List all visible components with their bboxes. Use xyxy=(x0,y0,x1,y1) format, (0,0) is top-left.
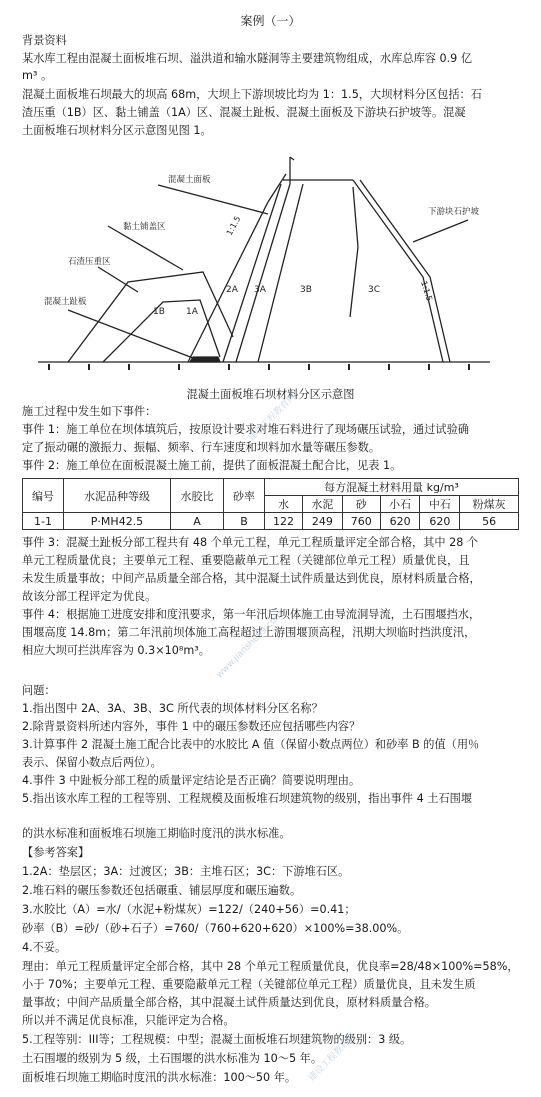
table-header: 水胶比 xyxy=(171,479,224,513)
answer-line: 2.堆石料的碾压参数还包括碾重、铺层厚度和碾压遍数。 xyxy=(22,884,302,897)
table-cell: 760 xyxy=(342,513,380,530)
question-line: 2.除背景资料所述内容外，事件 1 中的碾压参数还应包括哪些内容？ xyxy=(22,720,361,733)
table-cell: 56 xyxy=(460,513,519,530)
answer-line: 所以并不满足优良标准，只能评定为合格。 xyxy=(22,1014,235,1027)
question-line: 表示、保留小数点后两位）。 xyxy=(22,756,162,769)
background-line: m³ 。 xyxy=(22,69,53,82)
event-3-line: 单元工程质量优良；主要单元工程、重要隐蔽单元工程（关键部位单元工程）质量优良，且 xyxy=(22,554,470,567)
label-concrete-face: 混凝土面板 xyxy=(168,175,211,185)
answer-line: 4.不妥。 xyxy=(22,941,67,954)
table-subheader: 中石 xyxy=(420,496,460,513)
event-4-line: 相应大坝可拦洪库容为 0.3×10⁸m³。 xyxy=(22,644,210,657)
zone-3a: 3A xyxy=(254,285,266,295)
zone-3b: 3B xyxy=(300,285,312,295)
answer-line: 砂率（B）=砂/（砂+石子）=760/（760+620+620）×100%=38.00%。 xyxy=(22,922,409,935)
slope-downstream: 1:1.5 xyxy=(419,279,434,303)
event-4-line: 事件 4：根据施工进度安排和度汛要求，第一年汛后坝体施工由导流洞导流，土石围堰挡水， xyxy=(22,608,481,621)
zone-1a: 1A xyxy=(186,307,198,317)
label-ballast: 石渣压重区 xyxy=(68,257,111,267)
table-cell: 249 xyxy=(303,513,343,530)
background-line: 某水库工程由混凝土面板堆石坝、溢洪道和输水隧洞等主要建筑物组成，水库总库容 0.9 亿 xyxy=(22,52,473,65)
table-subheader: 小石 xyxy=(380,496,420,513)
table-cell: 1-1 xyxy=(23,513,64,530)
answer-line: 量事故；中间产品质量全部合格，其中混凝土试件质量达到优良，原材料质量合格。 xyxy=(22,996,436,1009)
background-line: 混凝土面板堆石坝最大的坝高 68m，大坝上下游坝坡比均为 1：1.5，大坝材料分区包括：石 xyxy=(22,88,482,101)
event-3-line: 未发生质量事故；中间产品质量全部合格，其中混凝土试件质量达到优良，原材料质量合格， xyxy=(22,572,481,585)
background-heading: 背景资料 xyxy=(22,34,67,47)
answer-line: 小于 70%；主要单元工程、重要隐蔽单元工程（关键部位单元工程）质量优良，且未发生质 xyxy=(22,978,476,991)
figure-caption: 混凝土面板堆石坝材料分区示意图 xyxy=(186,388,355,401)
table-cell: 620 xyxy=(380,513,420,530)
question-line: 4.事件 3 中趾板分部工程的质量评定结论是否正确？简要说明理由。 xyxy=(22,774,361,787)
table-header: 砂率 xyxy=(224,479,265,513)
question-line: 5.指出该水库工程的工程等别、工程规模及面板堆石坝建筑物的级别，指出事件 4 土石围堰 xyxy=(22,792,473,805)
label-riprap: 下游块石护坡 xyxy=(428,207,480,217)
table-cell: P·MH42.5 xyxy=(64,513,171,530)
table-subheader: 水泥 xyxy=(303,496,343,513)
zone-2a: 2A xyxy=(226,285,238,295)
event-3-line: 故该分部工程评定为优良。 xyxy=(22,590,157,603)
watermark: 建设工程教育网 xyxy=(306,1031,359,1084)
zone-1b: 1B xyxy=(153,307,165,317)
answer-line: 面板堆石坝施工期临时度汛的洪水标准：100～50 年。 xyxy=(22,1071,297,1084)
event-1-line: 事件 1：施工单位在坝体填筑后，按原设计要求对堆石料进行了现场碾压试验，通过试验确 xyxy=(22,423,469,436)
table-cell: 620 xyxy=(420,513,460,530)
answer-line: 1.2A：垫层区；3A：过渡区；3B：主堆石区；3C：下游堆石区。 xyxy=(22,865,350,878)
zone-3c: 3C xyxy=(368,285,381,295)
event-1-line: 定了振动碾的激振力、振幅、频率、行车速度和坝料加水量等碾压参数。 xyxy=(22,441,381,454)
events-intro: 施工过程中发生如下事件： xyxy=(22,405,157,418)
dam-section-diagram xyxy=(28,152,498,377)
table-group-header: 每方混凝土材料用量 kg/m³ xyxy=(265,479,519,496)
page-title: 案例（一） xyxy=(240,14,301,28)
table-subheader: 水 xyxy=(265,496,303,513)
table-cell: B xyxy=(224,513,265,530)
watermark: www.jianshe99.com xyxy=(214,609,286,681)
background-line: 渣压重（1B）区、黏土铺盖（1A）区、混凝土趾板、混凝土面板及下游块石护坡等。混凝 xyxy=(22,106,466,119)
table-cell: A xyxy=(171,513,224,530)
answer-line: 3.水胶比（A）=水/（水泥+粉煤灰）=122/（240+56）=0.41； xyxy=(22,903,356,916)
answers-heading: 【参考答案】 xyxy=(22,846,90,859)
question-line: 的洪水标准和面板堆石坝施工期临时度汛的洪水标准。 xyxy=(22,827,291,840)
answer-line: 5.工程等别：III等；工程规模：中型；混凝土面板堆石坝建筑物的级别：3 级。 xyxy=(22,1033,412,1046)
table-cell: 122 xyxy=(265,513,303,530)
answer-line: 理由：单元工程质量评定全部合格，其中 28 个单元工程质量优良，优良率=28/48×100%=58%， xyxy=(22,960,519,973)
watermark: 建设工程教育网 xyxy=(246,391,299,444)
slope-upstream: 1:1.5 xyxy=(224,214,243,237)
question-line: 3.计算事件 2 混凝土施工配合比表中的水胶比 A 值（保留小数点两位）和砂率 B 的值（用％ xyxy=(22,738,480,751)
background-line: 土面板堆石坝材料分区示意图见图 1。 xyxy=(22,124,212,137)
question-line: 1.指出图中 2A、3A、3B、3C 所代表的坝体材料分区名称？ xyxy=(22,702,323,715)
event-2-line: 事件 2：施工单位在面板混凝土施工前，提供了面板混凝土配合比，见表 1。 xyxy=(22,459,402,472)
label-clay-blanket: 黏土铺盖区 xyxy=(123,222,166,232)
table-header: 编号 xyxy=(23,479,64,513)
questions-heading: 问题： xyxy=(22,684,56,697)
table-row xyxy=(23,513,519,530)
table-subheader: 砂 xyxy=(342,496,380,513)
event-3-line: 事件 3：混凝土趾板分部工程共有 48 个单元工程，单元工程质量评定全部合格，其中 28 个 xyxy=(22,536,479,549)
table-header: 水泥品种等级 xyxy=(64,479,171,513)
label-toe-slab: 混凝土趾板 xyxy=(44,297,87,307)
mix-proportion-table xyxy=(22,478,519,530)
event-4-line: 围堰高度 14.8m；第二年汛前坝体施工高程超过上游围堰顶高程，汛期大坝临时挡洪度汛， xyxy=(22,626,476,639)
table-subheader: 粉煤灰 xyxy=(460,496,519,513)
answer-line: 土石围堰的级别为 5 级，土石围堰的洪水标准为 10～5 年。 xyxy=(22,1052,323,1065)
